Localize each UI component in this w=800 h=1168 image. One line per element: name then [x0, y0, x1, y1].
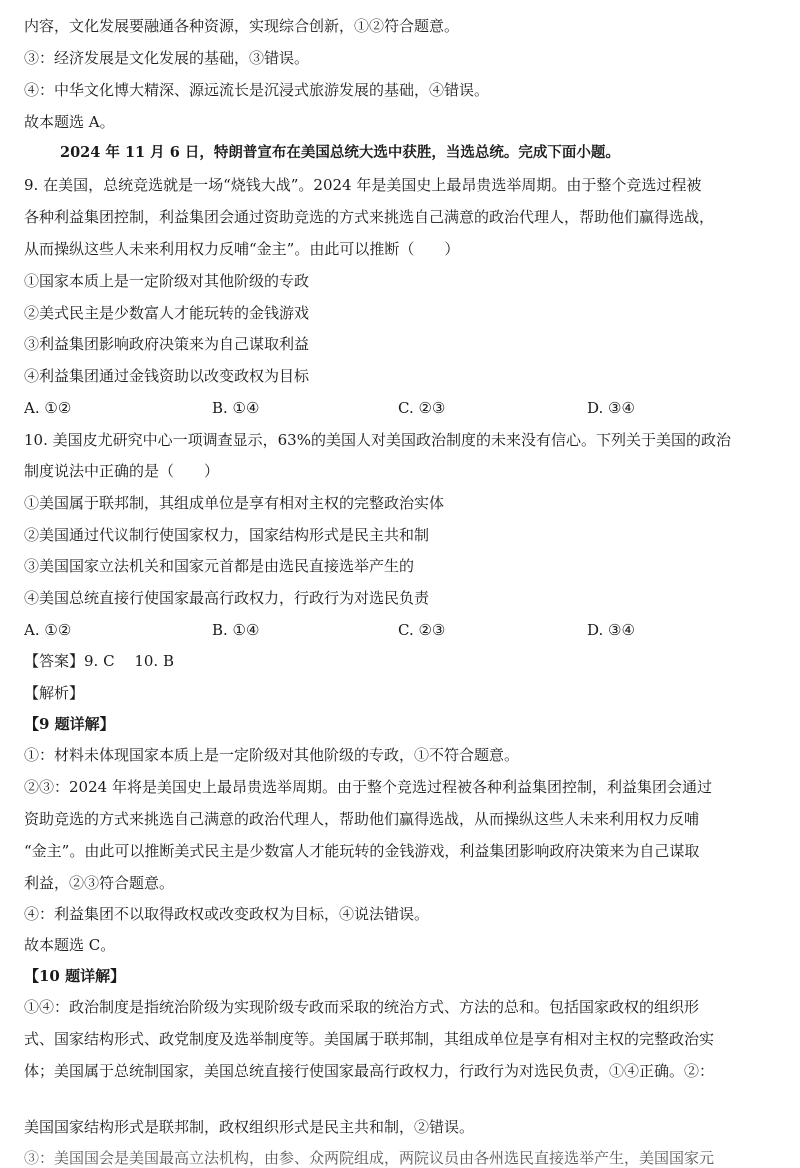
- q9-detail-line: 资助竞选的方式来挑选自己满意的政治代理人，帮助他们赢得选战，从而操纵这些人未来利用权力反哺: [24, 810, 700, 828]
- q10-option-d: D. ③④: [587, 621, 635, 639]
- q10-statement: ①美国属于联邦制，其组成单位是享有相对主权的完整政治实体: [24, 494, 445, 512]
- q10-statement: ②美国通过代议制行使国家权力，国家结构形式是民主共和制: [24, 526, 430, 544]
- q10-detail-line: 式、国家结构形式、政党制度及选举制度等。美国属于联邦制，其组成单位是享有相对主权的完整政治实: [24, 1030, 715, 1048]
- q9-option-a: A. ①②: [24, 399, 72, 417]
- q10-stem-line: 10. 美国皮尤研究中心一项调查显示，63%的美国人对美国政治制度的未来没有信心。下列关于美国的政治: [24, 431, 731, 449]
- prev-explanation-line: ③：经济发展是文化发展的基础，③错误。: [24, 49, 310, 67]
- q10-options: [24, 620, 782, 640]
- q9-statement: ②美式民主是少数富人才能玩转的金钱游戏: [24, 304, 310, 322]
- q9-option-d: D. ③④: [587, 399, 635, 417]
- q9-stem-line: 各种利益集团控制，利益集团会通过资助竞选的方式来挑选自己满意的政治代理人，帮助他们赢得选战，: [24, 208, 715, 226]
- q9-stem-line: 从而操纵这些人未来利用权力反哺“金主”。由此可以推断（ ）: [24, 240, 460, 258]
- question-group-intro: 2024 年 11 月 6 日，特朗普宣布在美国总统大选中获胜，当选总统。完成下面小题。: [60, 144, 620, 161]
- prev-explanation-line: 故本题选 A。: [24, 113, 115, 131]
- q9-statement: ③利益集团影响政府决策来为自己谋取利益: [24, 335, 310, 353]
- prev-explanation-line: 内容，文化发展要融通各种资源，实现综合创新，①②符合题意。: [24, 17, 460, 35]
- q9-options: [24, 398, 782, 418]
- answer-line: 【答案】9. C 10. B: [24, 652, 174, 670]
- q10-detail-line: 体；美国属于总统制国家，美国总统直接行使国家最高行政权力，行政行为对选民负责，①④正确。②：: [24, 1062, 715, 1080]
- q9-detail-heading: 【9 题详解】: [24, 715, 115, 733]
- q10-statement: ③美国国家立法机关和国家元首都是由选民直接选举产生的: [24, 557, 415, 575]
- q10-detail-heading: 【10 题详解】: [24, 967, 126, 985]
- prev-explanation-line: ④：中华文化博大精深、源远流长是沉浸式旅游发展的基础，④错误。: [24, 81, 490, 99]
- q9-detail-line: ①：材料未体现国家本质上是一定阶级对其他阶级的专政，①不符合题意。: [24, 746, 520, 764]
- q10-stem-line: 制度说法中正确的是（ ）: [24, 462, 220, 480]
- q9-detail-line: ②③：2024 年将是美国史上最昂贵选举周期。由于整个竞选过程被各种利益集团控制，利益集团会通过: [24, 778, 712, 796]
- q10-option-b: B. ①④: [212, 621, 260, 639]
- q10-detail-cutoff-line: ③：美国国会是美国最高立法机构，由参、众两院组成，两院议员由各州选民直接选举产生，美国国家元: [24, 1149, 715, 1167]
- q10-option-c: C. ②③: [398, 621, 446, 639]
- q10-detail-line: 美国国家结构形式是联邦制，政权组织形式是民主共和制，②错误。: [24, 1118, 475, 1136]
- q10-statement: ④美国总统直接行使国家最高行政权力，行政行为对选民负责: [24, 589, 430, 607]
- q10-option-a: A. ①②: [24, 621, 72, 639]
- q9-stem-line: 9. 在美国，总统竞选就是一场“烧钱大战”。2024 年是美国史上最昂贵选举周期。由于整个竞选过程被: [24, 176, 702, 194]
- q9-statement: ①国家本质上是一定阶级对其他阶级的专政: [24, 272, 310, 290]
- q9-detail-line: 故本题选 C。: [24, 936, 116, 954]
- q9-detail-line: “金主”。由此可以推断美式民主是少数富人才能玩转的金钱游戏，利益集团影响政府决策来为自己谋取: [24, 842, 700, 860]
- q9-detail-line: 利益，②③符合题意。: [24, 874, 175, 892]
- q9-option-b: B. ①④: [212, 399, 260, 417]
- analysis-label: 【解析】: [24, 684, 85, 702]
- q10-detail-line: ①④：政治制度是指统治阶级为实现阶级专政而采取的统治方式、方法的总和。包括国家政权的组织形: [24, 998, 700, 1016]
- q9-detail-line: ④：利益集团不以取得政权或改变政权为目标，④说法错误。: [24, 905, 430, 923]
- q9-option-c: C. ②③: [398, 399, 446, 417]
- q9-statement: ④利益集团通过金钱资助以改变政权为目标: [24, 367, 310, 385]
